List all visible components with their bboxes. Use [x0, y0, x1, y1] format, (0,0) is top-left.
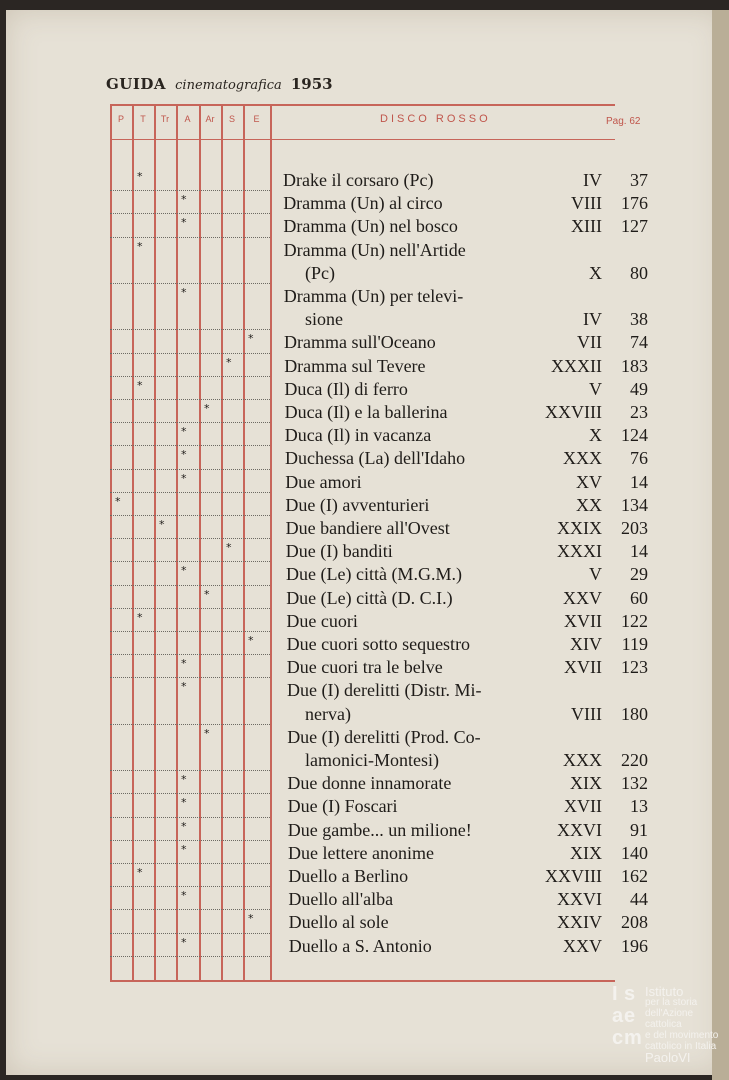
rating-star: * [204, 726, 210, 740]
film-title: Duca (Il) in vacanza [284, 425, 432, 446]
rating-star: * [248, 332, 254, 346]
column-header: T [140, 114, 146, 124]
row-rule [110, 840, 270, 841]
row-rule [110, 608, 270, 609]
row-rule [110, 422, 270, 423]
page-reference: 29 [630, 564, 648, 585]
rating-star: * [181, 471, 187, 485]
page-number: Pag. 62 [606, 116, 641, 127]
page-reference: 220 [621, 750, 648, 770]
film-title: Due bandiere all'Ovest [285, 518, 450, 538]
volume-number: XXV [563, 587, 602, 608]
film-reference [520, 704, 648, 725]
rating-star: * [181, 286, 187, 299]
page-reference: 127 [621, 216, 648, 237]
column-header: S [228, 114, 235, 124]
film-reference [520, 448, 648, 469]
volume-number: XXX [563, 750, 602, 770]
logo-line: Istituto [645, 984, 684, 999]
column-rule [199, 104, 201, 980]
film-reference [520, 379, 648, 400]
film-title-continuation: (Pc) [305, 262, 335, 283]
rating-star: * [181, 425, 187, 439]
film-title-continuation: lamonici-Montesi) [305, 750, 439, 770]
row-rule [110, 817, 270, 818]
film-title: Duchessa (La) dell'Idaho [285, 448, 466, 469]
page-reference: 196 [621, 935, 648, 956]
page-reference: 91 [630, 819, 648, 840]
row-rule [110, 376, 270, 377]
film-title: Due (Le) città (D. C.I.) [286, 587, 453, 608]
rating-star: * [181, 889, 187, 903]
page-reference: 74 [630, 332, 648, 353]
rating-star: * [137, 239, 143, 253]
film-title: Dramma (Un) per televi- [283, 286, 464, 306]
page-reference: 162 [621, 866, 648, 886]
volume-number: XXIX [557, 518, 602, 538]
volume-number: XXX [563, 448, 602, 469]
volume-number: IV [583, 309, 602, 330]
volume-number: XVII [564, 610, 602, 631]
film-title: Due (I) derelitti (Distr. Mi- [287, 680, 482, 701]
logo-letter: m [624, 1027, 642, 1049]
rating-star: * [181, 796, 187, 810]
volume-number: V [589, 564, 602, 585]
row-rule [110, 469, 270, 470]
film-title: Due cuori [286, 610, 358, 631]
header-bottom-rule [110, 139, 270, 140]
volume-number: XXXI [557, 541, 602, 562]
film-reference [520, 495, 648, 516]
film-title: Due (I) avventurieri [285, 494, 430, 515]
film-title: Duello a S. Antonio [288, 935, 432, 956]
column-rule [132, 104, 134, 980]
logo-letters [612, 984, 642, 1068]
page-reference: 49 [630, 378, 648, 399]
row-rule [110, 770, 270, 771]
rating-star: * [137, 170, 143, 183]
volume-number: V [589, 378, 602, 399]
film-reference [520, 518, 648, 539]
film-title: Due (I) derelitti (Prod. Co- [287, 726, 481, 747]
page-reference: 183 [621, 355, 648, 376]
rating-star: * [204, 587, 210, 601]
running-header [106, 74, 333, 93]
isacem-logo [612, 984, 722, 1068]
film-reference [520, 216, 648, 237]
row-rule [110, 515, 270, 516]
row-rule [110, 561, 270, 562]
volume-number: IV [583, 170, 602, 190]
header-year: 1953 [290, 75, 333, 93]
logo-line: per la storia [645, 997, 698, 1008]
volume-number: XXIV [557, 912, 602, 933]
film-reference [520, 356, 648, 377]
volume-number: XVII [564, 657, 602, 678]
header-guida: GUIDA [106, 75, 167, 93]
film-reference [520, 541, 648, 562]
row-rule [110, 213, 270, 214]
volume-number: XXVI [557, 819, 602, 840]
rating-star: * [226, 355, 232, 369]
film-title: Due cuori tra le belve [286, 657, 443, 678]
page-reference: 80 [630, 262, 648, 283]
page-reference: 176 [621, 193, 648, 214]
logo-letter: c [612, 1027, 624, 1049]
film-reference [520, 402, 648, 423]
column-rule [270, 104, 272, 980]
page-reference: 208 [621, 912, 648, 933]
logo-line: e del movimento [645, 1030, 719, 1041]
rating-star: * [181, 842, 187, 856]
rating-star: * [181, 680, 187, 694]
page-reference: 23 [630, 402, 648, 422]
column-header: A [184, 114, 191, 124]
row-rule [110, 863, 270, 864]
film-reference [520, 912, 648, 933]
page-reference: 119 [621, 634, 648, 654]
film-title: Duello al sole [288, 912, 389, 933]
logo-letter: a [612, 1005, 624, 1027]
rating-star: * [181, 773, 187, 787]
film-reference [520, 796, 648, 817]
film-title: Duello all'alba [288, 889, 394, 910]
logo-letter: s [624, 983, 636, 1005]
header-cinematografica: cinematografica [175, 78, 282, 93]
film-title: Due gambe... un milione! [287, 819, 472, 840]
row-rule [110, 793, 270, 794]
column-rule [176, 104, 178, 980]
row-rule [110, 677, 270, 678]
volume-number: XV [576, 471, 602, 492]
volume-number: VII [577, 332, 602, 353]
page-reference: 124 [621, 425, 648, 446]
logo-letter: I [612, 983, 618, 1005]
rating-star: * [204, 402, 210, 415]
rating-star: * [248, 912, 254, 926]
row-rule [110, 654, 270, 655]
volume-number: VIII [571, 193, 602, 214]
film-reference [520, 820, 648, 841]
film-reference [520, 309, 648, 330]
section-title: DISCO ROSSO [380, 113, 491, 125]
film-reference [520, 611, 648, 632]
film-title: Dramma (Un) al circo [283, 193, 443, 214]
film-reference [520, 889, 648, 910]
rating-star: * [115, 494, 121, 508]
film-title: Drake il corsaro (Pc) [283, 170, 434, 190]
rating-star: * [137, 378, 143, 392]
row-rule [110, 237, 270, 238]
volume-number: XIII [571, 216, 602, 237]
rating-star: * [181, 819, 187, 833]
column-header: P [117, 114, 124, 124]
row-rule [110, 956, 270, 957]
film-title-continuation: sione [305, 309, 343, 330]
row-rule [110, 353, 270, 354]
film-reference [520, 263, 648, 284]
film-title: Dramma (Un) nel bosco [283, 216, 458, 237]
page-reference: 60 [630, 587, 648, 608]
page-reference: 132 [621, 773, 648, 794]
rating-star: * [226, 541, 232, 555]
page-reference: 203 [621, 518, 648, 538]
column-rule [154, 104, 156, 980]
rating-star: * [181, 193, 187, 207]
film-reference [520, 425, 648, 446]
title-underline-rule [272, 139, 615, 140]
page-reference: 14 [630, 471, 648, 492]
film-title: Duca (Il) di ferro [284, 378, 408, 399]
page-reference: 38 [630, 309, 648, 330]
logo-text [645, 986, 722, 1063]
logo-letter: e [624, 1005, 636, 1027]
film-reference [520, 750, 648, 771]
row-rule [110, 933, 270, 934]
volume-number: VIII [571, 703, 602, 724]
column-header: Tr [160, 114, 170, 124]
volume-number: X [589, 262, 602, 283]
row-rule [110, 283, 270, 284]
film-reference [520, 588, 648, 609]
logo-line: PaoloVI [645, 1050, 691, 1065]
row-rule [110, 909, 270, 910]
row-rule [110, 886, 270, 887]
volume-number: XXV [563, 935, 602, 956]
volume-number: XIX [570, 773, 602, 794]
row-rule [110, 329, 270, 330]
volume-number: XXVIII [545, 402, 602, 422]
film-reference [520, 170, 648, 191]
page-reference: 134 [621, 494, 648, 515]
film-reference [520, 936, 648, 957]
row-rule [110, 399, 270, 400]
volume-number: X [589, 425, 602, 446]
page-reference: 123 [621, 657, 648, 678]
film-title: Due donne innamorate [287, 773, 452, 794]
rating-star: * [159, 518, 165, 531]
film-title: Due (I) banditi [285, 541, 393, 562]
page-reference: 76 [630, 448, 648, 469]
film-title: Due (Le) città (M.G.M.) [286, 564, 462, 585]
column-rule [221, 104, 223, 980]
logo-line: dell'Azione cattolica [645, 1008, 694, 1030]
volume-number: XXVIII [545, 866, 602, 886]
film-title: Dramma (Un) nell'Artide [283, 239, 466, 260]
rating-star: * [248, 634, 254, 647]
table-bottom-rule [110, 980, 615, 982]
volume-number: XIV [570, 634, 602, 654]
page-reference: 13 [630, 796, 648, 817]
page-reference: 180 [621, 703, 648, 724]
film-reference [520, 472, 648, 493]
film-reference [520, 773, 648, 794]
row-rule [110, 724, 270, 725]
film-title-continuation: nerva) [305, 703, 351, 724]
row-rule [110, 190, 270, 191]
film-reference [520, 332, 648, 353]
page-edge [712, 10, 729, 1080]
rating-star: * [137, 610, 143, 624]
film-reference [520, 843, 648, 864]
volume-number: XXXII [551, 355, 602, 376]
film-reference [520, 657, 648, 678]
logo-line: cattolico in Italia [645, 1041, 717, 1052]
volume-number: XXVI [557, 889, 602, 910]
row-rule [110, 538, 270, 539]
row-rule [110, 631, 270, 632]
film-title: Duca (Il) e la ballerina [284, 402, 448, 422]
film-title: Due cuori sotto sequestro [286, 634, 471, 654]
volume-number: XVII [564, 796, 602, 817]
rating-star: * [181, 448, 187, 462]
film-reference [520, 634, 648, 655]
film-title: Due (I) Foscari [287, 796, 398, 817]
rating-star: * [181, 935, 187, 949]
film-title: Dramma sul Tevere [284, 355, 426, 376]
volume-number: XIX [570, 842, 602, 863]
film-title: Dramma sull'Oceano [284, 332, 436, 353]
film-reference [520, 866, 648, 887]
film-title: Duello a Berlino [288, 866, 409, 886]
column-rule [110, 104, 112, 980]
rating-star: * [181, 657, 187, 671]
film-reference [520, 564, 648, 585]
row-rule [110, 585, 270, 586]
film-title: Due lettere anonime [288, 842, 434, 863]
page-reference: 37 [630, 170, 648, 190]
column-rule [243, 104, 245, 980]
film-title: Due amori [285, 471, 362, 492]
rating-star: * [137, 866, 143, 879]
column-header: E [253, 114, 260, 124]
page-reference: 14 [630, 541, 648, 562]
page-reference: 140 [621, 842, 648, 863]
film-reference [520, 193, 648, 214]
page-reference: 122 [621, 610, 648, 631]
rating-star: * [181, 216, 187, 230]
volume-number: XX [576, 494, 602, 515]
column-header: Ar [205, 114, 215, 124]
row-rule [110, 445, 270, 446]
page-reference: 44 [630, 889, 648, 910]
row-rule [110, 492, 270, 493]
table-top-rule [110, 104, 615, 106]
rating-star: * [181, 564, 187, 578]
